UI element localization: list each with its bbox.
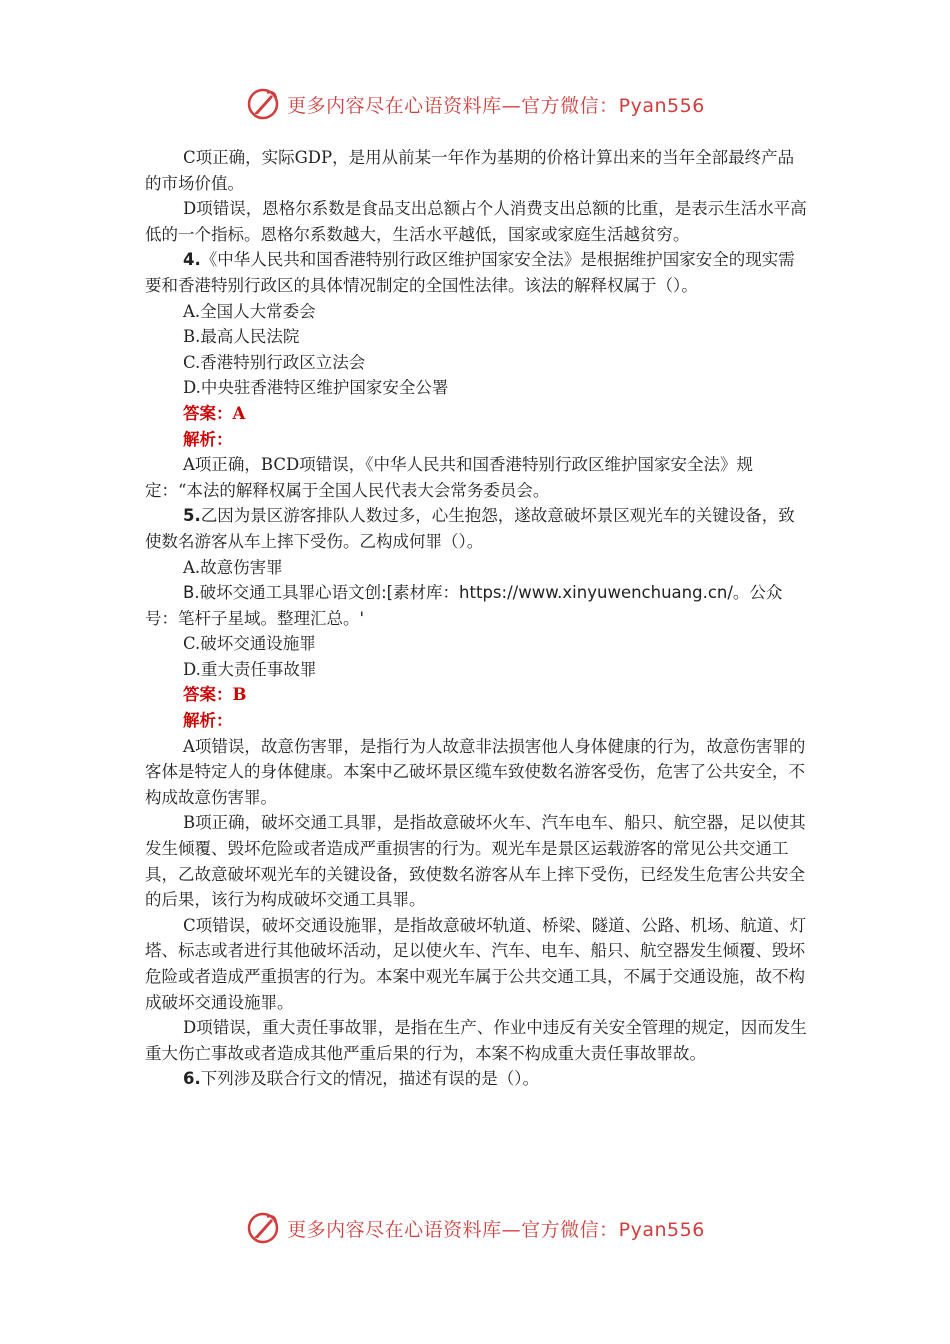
- analysis-label: 解析：: [183, 711, 233, 731]
- banner-text: 更多内容尽在心语资料库—官方微信：Pyan556: [287, 94, 705, 117]
- option-b: B.最高人民法院: [183, 327, 300, 347]
- option-c: C.香港特别行政区立法会: [183, 352, 366, 372]
- answer: 答案：B: [183, 685, 247, 705]
- question-stem: 乙因为景区游客排队人数过多，心生抱怨，遂故意破坏景区观光车的关键设备，致使数名游客从车上摔下受伤。乙构成何罪（）。: [145, 506, 795, 551]
- answer: 答案：A: [183, 403, 246, 423]
- question-number: 6.: [183, 1069, 201, 1089]
- question-5: [145, 503, 807, 554]
- document-body: [145, 145, 807, 1092]
- paragraph: C项正确，实际GDP，是用从前某一年作为基期的价格计算出来的当年全部最终产品的市场价值。: [145, 148, 795, 193]
- analysis-label: 解析：: [183, 429, 233, 449]
- question-stem: 《中华人民共和国香港特别行政区维护国家安全法》是根据维护国家安全的现实需要和香港特别行政区的具体情况制定的全国性法律。该法的解释权属于（）。: [145, 250, 795, 295]
- question-4: [145, 247, 807, 298]
- question-stem: 下列涉及联合行文的情况，描述有误的是（）。: [200, 1069, 539, 1089]
- option-c: C.破坏交通设施罪: [183, 634, 316, 654]
- analysis-text: D项错误，重大责任事故罪，是指在生产、作业中违反有关安全管理的规定，因而发生重大伤亡事故或者造成其他严重后果的行为，本案不构成重大责任事故罪故。: [145, 1018, 807, 1063]
- footer-banner: [0, 1208, 950, 1248]
- option-b: B.破坏交通工具罪心语文创:[素材库：https://www.xinyuwenchuang.cn/。公众号：笔杆子星域。整理汇总。': [145, 583, 783, 628]
- question-6: [145, 1066, 807, 1092]
- analysis-text: B项正确，破坏交通工具罪，是指故意破坏火车、汽车电车、船只、航空器，足以使其发生倾覆、毁坏危险或者造成严重损害的行为。观光车是景区运载游客的常见公共交通工具，乙故意破坏观光车的关键设备，致使数名游客从车上摔下受伤，已经发生危害公共安全的后果，该行为构成破坏交通工具罪。: [145, 813, 806, 910]
- option-a: A.全国人大常委会: [183, 301, 316, 321]
- quill-logo-icon: [245, 1210, 281, 1246]
- quill-logo-icon: [245, 86, 281, 122]
- analysis-text: A项错误，故意伤害罪，是指行为人故意非法损害他人身体健康的行为，故意伤害罪的客体是特定人的身体健康。本案中乙破坏景区缆车致使数名游客受伤，危害了公共安全，不构成故意伤害罪。: [145, 736, 806, 807]
- banner-text: 更多内容尽在心语资料库—官方微信：Pyan556: [287, 1218, 705, 1241]
- question-number: 4.: [183, 250, 201, 270]
- option-a: A.故意伤害罪: [183, 557, 283, 577]
- paragraph: D项错误，恩格尔系数是食品支出总额占个人消费支出总额的比重，是表示生活水平高低的一个指标。恩格尔系数越大，生活水平越低，国家或家庭生活越贫穷。: [145, 199, 807, 244]
- question-number: 5.: [183, 506, 201, 526]
- analysis-text: A项正确，BCD项错误，《中华人民共和国香港特别行政区维护国家安全法》规定：“本法的解释权属于全国人民代表大会常务委员会。: [145, 455, 753, 500]
- analysis-text: C项错误，破坏交通设施罪，是指故意破坏轨道、桥梁、隧道、公路、机场、航道、灯塔、标志或者进行其他破坏活动，足以使火车、汽车、电车、船只、航空器发生倾覆、毁坏危险或者造成严重损害的行为。本案中观光车属于公共交通工具，不属于交通设施，故不构成破坏交通设施罪。: [145, 915, 807, 1012]
- header-banner: [0, 84, 950, 124]
- option-d: D.重大责任事故罪: [183, 659, 317, 679]
- option-d: D.中央驻香港特区维护国家安全公署: [183, 378, 449, 398]
